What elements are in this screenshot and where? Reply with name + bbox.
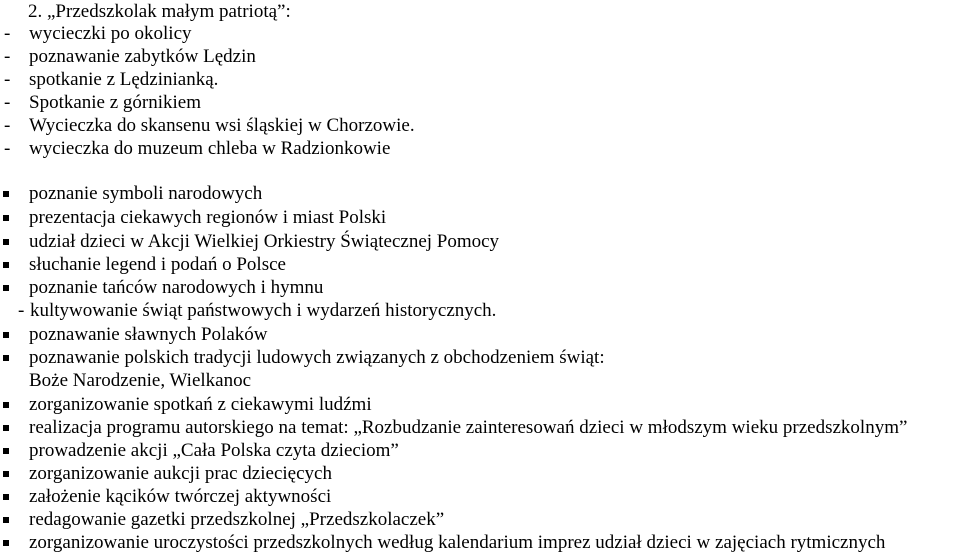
square-bullet-icon <box>3 494 9 500</box>
square-bullet-icon <box>3 332 9 338</box>
bullet-item-text: poznawanie polskich tradycji ludowych związanych z obchodzeniem świąt: <box>29 347 605 368</box>
square-bullet-icon <box>3 239 9 245</box>
dash-item-text: Spotkanie z górnikiem <box>29 92 202 113</box>
bullet-item-text: poznawanie sławnych Polaków <box>29 324 268 345</box>
square-bullet-icon <box>3 262 9 268</box>
bullet-item-text: realizacja programu autorskiego na temat: „Rozbudzanie zainteresowań dzieci w młodszym wieku przedszkolnym” <box>29 417 908 438</box>
dash-marker: - <box>4 138 11 159</box>
bullet-item-text: poznanie symboli narodowych <box>29 183 263 204</box>
bullet-item-text: prezentacja ciekawych regionów i miast Polski <box>29 207 387 228</box>
square-bullet-icon <box>3 285 9 291</box>
dash-item-text: poznawanie zabytków Lędzin <box>29 46 256 67</box>
bullet-item-text: zorganizowanie aukcji prac dziecięcych <box>29 463 332 484</box>
dash-item-text: wycieczki po okolicy <box>29 23 192 44</box>
bullet-item-text: słuchanie legend i podań o Polsce <box>29 254 286 275</box>
dash-item-text: kultywowanie świąt państwowych i wydarzeń historycznych. <box>30 300 497 321</box>
square-bullet-icon <box>3 425 9 431</box>
square-bullet-icon <box>3 517 9 523</box>
bullet-item-text: zorganizowanie uroczystości przedszkolnych według kalendarium imprez udział dzieci w zajęciach rytmicznych <box>29 532 886 553</box>
bullet-item-text: udział dzieci w Akcji Wielkiej Orkiestry Świątecznej Pomocy <box>29 231 500 252</box>
square-bullet-icon <box>3 540 9 546</box>
dash-item-text: wycieczka do muzeum chleba w Radzionkowie <box>29 138 391 159</box>
bullet-item-text: redagowanie gazetki przedszkolnej „Przedszkolaczek” <box>29 509 445 530</box>
bullet-item-text: prowadzenie akcji „Cała Polska czyta dzieciom” <box>29 440 399 461</box>
section-heading: 2. „Przedszkolak małym patriotą”: <box>28 1 291 22</box>
square-bullet-icon <box>3 215 9 221</box>
continuation-text: Boże Narodzenie, Wielkanoc <box>29 370 252 391</box>
dash-marker: - <box>4 69 11 90</box>
dash-item-text: Wycieczka do skansenu wsi śląskiej w Chorzowie. <box>29 115 415 136</box>
dash-marker: - <box>4 92 11 113</box>
dash-marker: - <box>4 115 11 136</box>
square-bullet-icon <box>3 402 9 408</box>
dash-marker: - <box>4 23 11 44</box>
dash-marker: - <box>4 46 11 67</box>
bullet-item-text: zorganizowanie spotkań z ciekawymi ludźmi <box>29 394 372 415</box>
square-bullet-icon <box>3 191 9 197</box>
square-bullet-icon <box>3 448 9 454</box>
square-bullet-icon <box>3 355 9 361</box>
bullet-item-text: poznanie tańców narodowych i hymnu <box>29 277 324 298</box>
square-bullet-icon <box>3 471 9 477</box>
dash-item-text: spotkanie z Lędzinianką. <box>29 69 219 90</box>
dash-marker: - <box>18 300 25 321</box>
bullet-item-text: założenie kącików twórczej aktywności <box>29 486 332 507</box>
